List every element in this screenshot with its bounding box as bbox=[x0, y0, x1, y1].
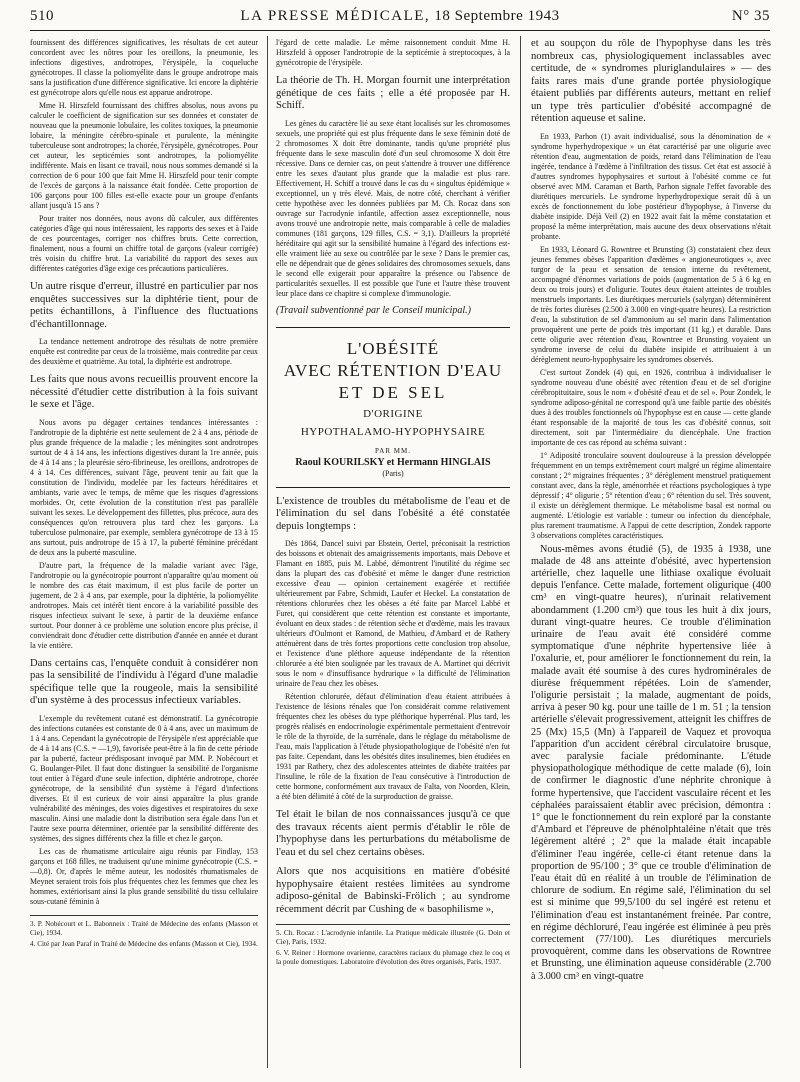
lead-paragraph: Un autre risque d'erreur, illustré en particulier par nos enquêtes successives sur la diphtérie tient, pour de petits échantillons, à l'influence des fluctuations d'échantillonnage. bbox=[30, 281, 258, 330]
issue-date: 18 Septembre 1943 bbox=[434, 8, 560, 24]
footnote: 4. Cité par Jean Paraf in Traité de Médecine des enfants (Masson et Cie), 1934. bbox=[30, 939, 258, 948]
paragraph: Nous avons pu dégager certaines tendances intéressantes : l'androtropie de la diphtérie est nette seulement de 2 à 4 ans, période de plus grande fréquence de la maladie ; les méningites sont androtropes surtout de 4 à 14 ans, les infections digestives durant la 1re année, puis de 4 à 14 ans ; la pleurésie séro-fibrineuse, les oreillons, androtropes de 4 à 14. Ces différences, suivant l'âge, peuvent tenir au fait que la constitution de l'individu, modelée par les facteurs héréditaires et ambiants, varie avec le temps, de même que les risques d'agressions morbides. Or, cette évolution de la constitution n'est pas parallèle suivant les sexes. Le développement des fillettes, plus précoce, aura des conséquences qu'on retrouvera plus tard chez les garçons. La tuberculose pulmonaire, par exemple, semblera gynécotrope de 13 à 15 ans surtout, puis androtrope de 15 à 17, la puberté féminine précédant de deux ans la puberté masculine. bbox=[30, 417, 258, 557]
lead-paragraph: Nous-mêmes avons étudié (5), de 1935 à 1938, une malade de 48 ans atteinte d'obésité, avec hypertension artérielle, chez laquelle une lithiase oxalique évoluait depuis l'enfance. Cette malade, fortement oligurique (400 cm³ en vingt-quatre heures), n'urinait relativement abondamment (1.200 cm³) que tous les huit à dix jours, durant vingt-quatre heures. Ce trouble d'élimination urinaire de l'eau avait été considéré comme symptomatique d'une néphrite hypertensive liée à l'oxalurie, et, pour améliorer le fonctionnement du rein, la malade avait été soumise à des cures hydrominérales de diurèse fréquemment répétées. Loin de s'amender, l'oligurie persistait ; la malade, augmentant de poids, arriva à peser 90 kg. pour une taille de 1 m. 51 ; la tension artérielle s'élevait progressivement, atteignit les chiffres de 25 (Mx) 15,5 (Mn) à l'appareil de Vaquez et provoqua l'apparition d'un accident cérébral circulatoire brusque, avec paralysie faciale prédominante. L'étude physiopathologique méthodique de cette malade (6), loin de confirmer le diagnostic d'une néphrite chronique à forme hypertensive, que l'accident vasculaire récent et les céphalées paraissaient établir avec précision, démontra : 1° que le fonctionnement du rein exploré par la constante d'Ambard et l'épreuve de phénolphtaléine n'était que très légèrement altéré ; 2° que la malade était incapable d'éliminer l'eau ingérée, celle-ci étant retenue dans la proportion de 95/100 ; 3° que ce trouble d'élimination de l'eau était dû en réalité à un trouble de l'élimination de chlorure de sodium. En régime salé, l'élimination du sel est si minime que 99,5/100 du sel ingéré est retenu et l'élimination d'eau est instantanément freinée. Par contre, en régime déchloruré, l'eau ingérée est éliminée à peu près correctement (77/100). Les diurétiques mercuriels provoquèrent, comme dans les observations de Rowntree et Brunsting, une élimination aqueuse considérable (2.700 à 3.000 cm³ en vingt-quatre bbox=[531, 543, 771, 982]
footnote: 3. P. Nobécourt et L. Babonneix : Traité de Médecine des enfants (Masson et Cie), 1934. bbox=[30, 919, 258, 937]
paragraph: La tendance nettement androtrope des résultats de notre première enquête est contredite par ceux de la troisième, mais contredite par ceux des deuxième et quatrième. Au total, la diphtérie est androtrope. bbox=[30, 337, 258, 366]
column-right bbox=[531, 38, 771, 1072]
article-authors: Raoul KOURILSKY et Hermann HINGLAIS bbox=[295, 456, 491, 468]
lead-paragraph: L'existence de troubles du métabolisme de l'eau et de l'élimination du sel dans l'obésité a été constatée depuis longtemps : bbox=[276, 495, 510, 532]
article-title-line: ET DE SEL bbox=[338, 382, 448, 402]
column-middle bbox=[276, 38, 510, 1072]
lead-paragraph: Tel était le bilan de nos connaissances jusqu'à ce que des travaux récents aient permis d'établir le rôle de l'hypophyse dans les perturbations du métabolisme de l'eau et du sel chez certains obèses. bbox=[276, 809, 510, 858]
paragraph: Mme H. Hirszfeld fournissant des chiffres absolus, nous avons pu calculer le coefficient de signification sur ses données et constater de nouveau que la pneumonie lobulaire, les colites toxiques, la pneumonie lobaire, la méningite cérébro-spinale et purulente, la méningite tuberculeuse sont androtropes; la chorée, l'érysipèle, gynécotropes. Pour cet auteur, les septicémies sont androtropes, la poliomyélite indifférente. Mais en lisant ce travail, nous nous sommes demandé si la correction de 6 pour 100 que fait Mme H. Hirszfeld pour tenir compte de l'excès de garçons à la naissance était fondée. Cette proportion de 106 garçons pour 100 filles est-elle exacte pour un groupe d'enfants allant jusqu'à 15 ans ? bbox=[30, 101, 258, 210]
paragraph: En 1933, Léonard G. Rowntree et Brunsting (3) constataient chez deux jeunes femmes obèses l'apparition d'œdèmes « angioneurotiques », avec turgor de la peau et sensation de tension interne du revêtement, accompagné d'énormes variations de poids (augmentation de 5 à 6 kg en deux ou trois jours) et d'oligurie. Toutes deux étaient atteintes de troubles menstruels importants. Les diurétiques mercuriels (salyrgan) déterminèrent de très fortes diurèses (2.500 à 3.000 en vingt-quatre heures). La restriction d'eau, la substitution de sel d'ammonium au sel marin dans l'alimentation provoquèrent une perte de poids très important (11 kg.) et durable. Dans cette oligurie avec rétention d'eau, Rowntree et Brunsting voyaient un syndrome inverse de celui du diabète insipide et attribuaient à un dérèglement neuro-hypophysaire les syndromes observés. bbox=[531, 244, 771, 364]
paragraph: Pour traiter nos données, nous avons dû calculer, aux différentes catégories d'âge qui nous intéressaient, les rapports des sexes et à l'aide de ces pourcentages, corriger nos chiffres bruts. Cette correction, finalement, nous a fourni un chiffre total de garçons (valeur corrigée) très voisin du chiffre brut. La variabilité du rapport des sexes aux différentes catégories d'âge exige ces précautions particulières. bbox=[30, 214, 258, 273]
paragraph: Rétention chlorurée, défaut d'élimination d'eau étaient attribuées à l'existence de lésions rénales que l'on considérait comme relativement fréquentes chez les obèses du type pléthorique hyperrénal. Plus tard, les progrès réalisés en endocrinologie expérimentale permettaient d'entrevoir le rôle de la thyroïde, de la surrénale, dans le réglage du métabolisme de l'eau, mais l'application à l'étude physiopathologique de l'obésité n'en fut pas faite. Cependant, dans les obésités dites insulinemes, bien étudiées en 1931 par Rathery, chez des adolescentes atteintes de diabète traitées par l'insuline, le rôle de la fixation de l'eau consécutive à l'introduction de cette hormone, conformément aux travaux de Falta, von Noorden, Klein, a été bien délimité à côté de la surproduction de graisse. bbox=[276, 692, 510, 801]
masthead: LA PRESSE MÉDICALE, bbox=[240, 8, 431, 24]
page-number: 510 bbox=[30, 8, 54, 24]
article-title-line: L'OBÉSITÉ bbox=[346, 338, 440, 358]
paragraph: D'autre part, la fréquence de la maladie variant avec l'âge, l'androtropie ou la gynécotropie pourront n'apparaître qu'au moment où le nombre des cas était maximum, il est plus facile de porter un jugement, de 2 à 4 ans, par exemple, pour la diphtérie, la poliomyélite androtropes. Mais cet intérêt tient encore à la variabilité possible des risques infectieux suivant le sexe, à partir de la deuxième enfance surtout. Pour donner à ce problème une solution encore plus précise, il conviendrait donc d'étudier cette distribution d'année en année et durant la vie entière. bbox=[30, 560, 258, 650]
column-divider bbox=[267, 36, 268, 1068]
issue-number: N° 35 bbox=[731, 8, 770, 24]
paragraph: fournissent des différences significatives, les résultats de cet auteur concordent avec les nôtres pour les oreillons, la pneumonie, les infections digestives, androtropes, l'érysipèle, la coqueluche gynécotropes. Il classe la poliomyélite dans le groupe androtrope mais sans la justification d'une différence significative. Ici encore la diphtérie est gynécotrope alors qu'elle nous est apparue androtrope. bbox=[30, 38, 258, 97]
paragraph: Les gènes du caractère lié au sexe étant localisés sur les chromosomes sexuels, une propriété qui est plus fréquente dans le sexe féminin doté de 2 chromosomes X doit être dominante, tandis qu'une propriété plus fréquente dans le sexe masculin doté d'un seul chromosome X doit être récessive. Dans ce dernier cas, on peut s'attendre à trouver une différence entre les sexes d'autant plus grande que la maladie est plus rare. Effectivement, H. Schiff a trouvé dans le cas du « singultus épidémique » exceptionnel, un γ très élevé. Mais, de notre côté, cherchant à vérifier cette hypothèse avec les données publiées par M. Ch. Rocaz dans son ouvrage sur l'acrodynie infantile, affection assez exceptionnelle, nous avons trouvé une androtropie nette, mais comparable à celle de maladies communes (181 garçons, 129 filles, C.S. = 3,1). D'ailleurs la propriété héréditaire qui agit sur la sensibilité humaine à l'égard des infections est-elle vraiment liée au sexe ou contrôlée par le sexe ? Dans le premier cas, elle ne dépendrait que de gènes solidaires des chromosomes sexuels, dans le second elle exigerait pour apparaître la présence ou l'absence de particularités sexuelles. Il est possible que l'une et l'autre thèse trouvent leur place dans ce chapitre si complexe d'immunologie. bbox=[276, 118, 510, 298]
article-subtitle: HYPOTHALAMO-HYPOPHYSAIRE bbox=[300, 425, 486, 438]
column-divider bbox=[520, 36, 521, 1068]
paragraph: L'exemple du revêtement cutané est démonstratif. La gynécotropie des infections cutanées est constante de 0 à 4 ans, avec un maximum de 1 à 4 ans. Cependant la gynécotropie de l'érysipèle n'est appréciable que de 4 à 14 ans (C.S. = —1,9), favorisée peut-être à la fin de cette période par la puberté, facteur prédisposant invoqué par MM. P. Nobécourt et G. Boulanger-Pilet. Il faut donc distinguer la sensibilité de l'organisme tout entier à l'égard d'une seule infection, diphtérie androtrope, chorée gynécotrope, de la sensibilité d'un système à l'égard d'infections diverses. Et il est curieux de voir ainsi apparaître la plus grande vulnérabilité des méninges, des voies digestives et respiratoires du sexe masculin. Ainsi une maladie dont la distribution sera égale dans l'un et l'autre sexe pourra déterminer, orientée par la sensibilité différente des systèmes, des signes différents chez la fille et chez le garçon. bbox=[30, 713, 258, 843]
footnotes bbox=[30, 915, 258, 949]
masthead-line bbox=[30, 8, 770, 25]
paragraph: Dès 1864, Dancel suivi par Ebstein, Oertel, préconisait la restriction des boissons et obtenait des amaigrissements importants, mais Debove et Flamant en 1885, puis M. Labbé, démontrent l'inutilité du régime sec dans la plupart des cas d'obésité et même le danger d'une restriction excessive d'eau — opinion certainement exagérée et rectifiée ultérieurement par Fabre, Schmidt, Laufer et Heckel. La constatation de rétentions chlorurées chez les obèses a été faite par Marcel Labbé et Furet, qui considèrent que cette rétention est constante et importante, évoluant en deux stades : de rétention sèche et d'œdème, mais les travaux ultérieurs d'Oulmont et Ramond, de Mathieu, d'Ambard et de Rathery atténuèrent dans de très fortes proportions cette conclusion trop absolue, et l'existence d'une pléthore aqueuse indépendante de la rétention chlorurée a été bien soulignée par les travaux de A. Martinet qui décrivit sous le nom « d'insuffisance hydrurique » la difficulté de l'élimination urinaire de l'eau chez les obèses. bbox=[276, 539, 510, 688]
footnote: 5. Ch. Rocaz : L'acrodynie infantile. La Pratique médicale illustrée (G. Doin et Cie), Paris, 1932. bbox=[276, 929, 510, 946]
byline-prefix: PAR MM. bbox=[375, 446, 411, 455]
lead-paragraph: Dans certains cas, l'enquête conduit à considérer non pas la sensibilité de l'individu à l'égard d'une maladie spécifique telle que la rougeole, mais la sensibilité d'un système à des processus infectieux variables. bbox=[30, 657, 258, 706]
lead-paragraph: et au soupçon du rôle de l'hypophyse dans les très nombreux cas, physiologiquement inclassables avec certitude, de « syndromes pluriglandulaires » — des faits rares mais d'une grande portée physiologique étaient publiés par différents auteurs, mettant en relief un type très particulier d'obésité accompagné de rétention aqueuse et saline. bbox=[531, 38, 771, 124]
paragraph: En 1933, Parhon (1) avait individualisé, sous la dénomination de « syndrome hyperhydropexique » un état caractérisé par une oligurie avec rétention d'eau, augmentation de poids, retard dans l'élimination de l'eau ingérée, tendance à l'œdème à l'infiltration des tissus. Cet état est associé à d'autres syndromes hypophysaires et surtout à l'obésité comme ce fut observé avec MM. Caraman et Barth, Parhon signale l'effet favorable des diurétiques mercuriels. Le syndrome hyperhydropexique serait dû à un excès de fonctionnement du lobe postérieur d'hypophyse, à l'inverse du diabète insipide. Déjà Veil (2) en 1922 avait fait la même constatation et proposé la même interprétation, mais aucune des deux observations n'était probante. bbox=[531, 131, 771, 241]
article-place: (Paris) bbox=[382, 468, 404, 478]
paragraph: l'égard de cette maladie. Le même raisonnement conduit Mme H. Hirszfeld à opposer l'androtropie de la septicémie à streptocoques, à la gynécotropie de l'érysipèle. bbox=[276, 38, 510, 67]
paragraph: 1° Adiposité tronculaire souvent douloureuse à la pression développée fréquemment en un temps extrêmement court malgré un régime alimentaire constant ; 2° migraines fréquentes ; 3° dérèglement menstruel pratiquement constant avec, dans la règle, aménorrhée et réactions psychologiques à type dépressif ; 4° oligurie ; 5° rétention d'eau ; 6° rétention du sel. Très souvent, il existe un dérèglement thermique. Le métabolisme basal est normal ou augmenté. L'étiologie est variable : tumeur ou infection du diencéphale, plus rarement traumatisme. A l'appui de cette description, Zondek rapporte 3 observations complètes caractéristiques. bbox=[531, 450, 771, 540]
footnote: 6. V. Reiner : Hormone ovarienne, caractères raciaux du plumage chez le coq et la poule domestiques. Laboratoire d'évolution des êtres organisés, Paris, 1937. bbox=[276, 949, 510, 966]
funding-note: (Travail subventionné par le Conseil municipal.) bbox=[276, 304, 471, 316]
article-heading bbox=[276, 327, 510, 488]
lead-paragraph: Les faits que nous avons recueillis prouvent encore la nécessité d'étudier cette distribution à la fois suivant le sexe et l'âge. bbox=[30, 374, 258, 410]
lead-paragraph: La théorie de Th. H. Morgan fournit une interprétation génétique de ces faits ; elle a été proposée par H. Schiff. bbox=[276, 75, 510, 111]
article-subtitle: D'ORIGINE bbox=[363, 407, 423, 420]
paragraph: Les cas de rhumatisme articulaire aigu réunis par Findlay, 153 garçons et 168 filles, ne traduisent qu'une minime gynécotropie (C.S. = —0,8). Or, d'après le même auteur, les nodosités rhumatismales de Meynet seraient trois fois plus fréquentes chez les femmes que chez les hommes, extériorisant ainsi la plus grande sensibilité du tissu cellulaire sous-cutané féminin à bbox=[30, 846, 258, 906]
page-header bbox=[30, 8, 770, 30]
column-left bbox=[30, 38, 258, 1072]
article-title-line: AVEC RÉTENTION D'EAU bbox=[283, 360, 503, 380]
header-rule bbox=[30, 30, 770, 31]
footnotes bbox=[276, 924, 510, 967]
lead-paragraph: Alors que nos acquisitions en matière d'obésité hypophysaire étaient restées limitées au syndrome adiposo-génital de Babinski-Frölich ; au syndrome récemment décrit par Cushing de « basophilisme », bbox=[276, 866, 510, 915]
paragraph: C'est surtout Zondek (4) qui, en 1926, contribua à individualiser le syndrome nouveau d'une obésité avec rétention d'eau et de sel d'origine cérébropituitaire, sous le nom « d'obésité d'eau et de sel ». Pour Zondek, le syndrome adiposo-génital ne correspond qu'à une faible partie des obésités dues à des troubles fonctionnels où l'hypophyse est en cause — cette glande étant responsable de la majorité de tous les cas d'obésité connus, soit directement, soit par l'intermédiaire du diencéphale. Une fraction importante de ces cas répond au schéma suivant : bbox=[531, 367, 771, 447]
